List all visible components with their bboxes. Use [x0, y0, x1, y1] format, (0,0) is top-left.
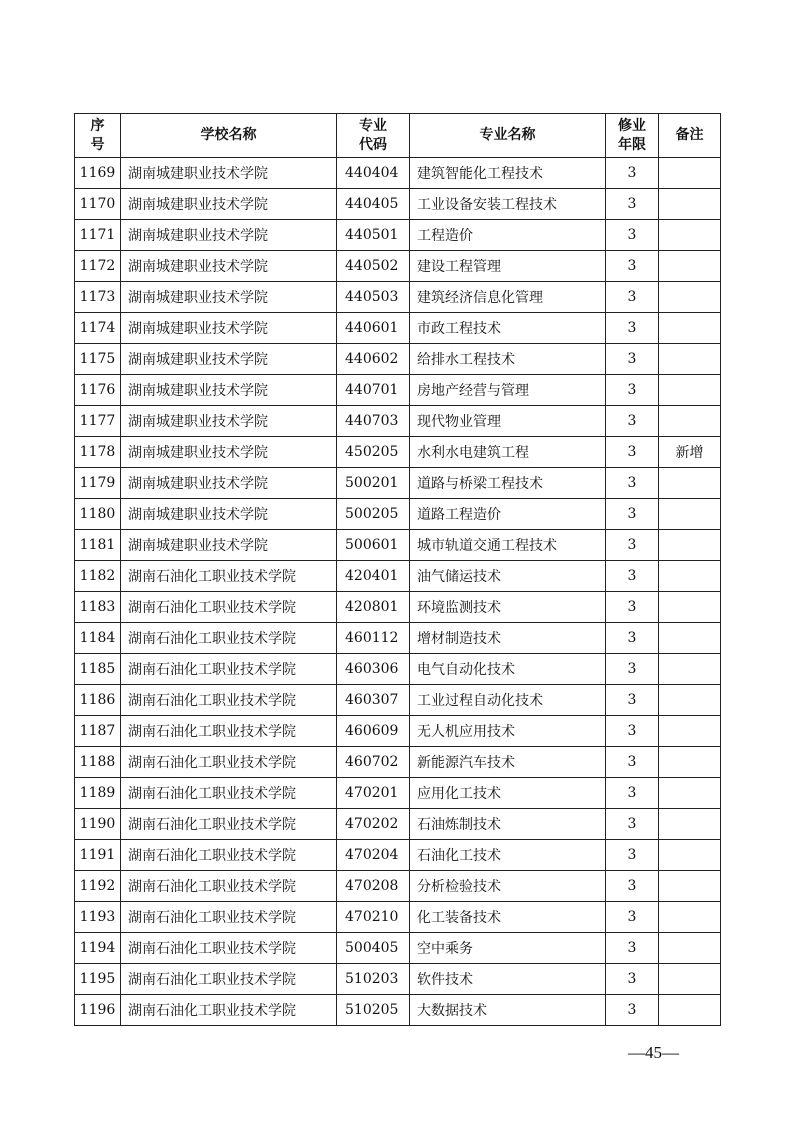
seq-cell: 1185 — [75, 654, 121, 685]
seq-cell: 1186 — [75, 685, 121, 716]
school-cell: 湖南石油化工职业技术学院 — [121, 592, 337, 623]
major-cell: 应用化工技术 — [410, 778, 606, 809]
table-row — [75, 220, 721, 251]
seq-cell: 1183 — [75, 592, 121, 623]
major-cell: 增材制造技术 — [410, 623, 606, 654]
years-cell: 3 — [606, 933, 659, 964]
years-cell: 3 — [606, 809, 659, 840]
years-cell: 3 — [606, 375, 659, 406]
major-cell: 工业设备安装工程技术 — [410, 189, 606, 220]
table-row — [75, 189, 721, 220]
code-cell: 510205 — [337, 995, 410, 1026]
code-cell: 470201 — [337, 778, 410, 809]
note-cell — [659, 499, 721, 530]
note-cell — [659, 995, 721, 1026]
years-cell: 3 — [606, 592, 659, 623]
code-cell: 460307 — [337, 685, 410, 716]
school-cell: 湖南石油化工职业技术学院 — [121, 964, 337, 995]
code-cell: 440703 — [337, 406, 410, 437]
school-cell: 湖南石油化工职业技术学院 — [121, 716, 337, 747]
note-cell — [659, 747, 721, 778]
major-cell: 建筑智能化工程技术 — [410, 158, 606, 189]
years-cell: 3 — [606, 685, 659, 716]
major-cell: 道路与桥梁工程技术 — [410, 468, 606, 499]
note-cell — [659, 809, 721, 840]
table-row — [75, 623, 721, 654]
school-cell: 湖南城建职业技术学院 — [121, 189, 337, 220]
seq-cell: 1171 — [75, 220, 121, 251]
table-row — [75, 499, 721, 530]
code-cell: 460609 — [337, 716, 410, 747]
note-cell: 新增 — [659, 437, 721, 468]
years-cell: 3 — [606, 871, 659, 902]
note-cell — [659, 902, 721, 933]
code-cell: 470208 — [337, 871, 410, 902]
years-cell: 3 — [606, 220, 659, 251]
school-cell: 湖南城建职业技术学院 — [121, 530, 337, 561]
school-cell: 湖南石油化工职业技术学院 — [121, 995, 337, 1026]
code-cell: 460112 — [337, 623, 410, 654]
code-cell: 500405 — [337, 933, 410, 964]
years-cell: 3 — [606, 561, 659, 592]
header-years: 修业年限 — [606, 114, 659, 158]
note-cell — [659, 313, 721, 344]
note-cell — [659, 561, 721, 592]
note-cell — [659, 778, 721, 809]
code-cell: 440601 — [337, 313, 410, 344]
code-cell: 500601 — [337, 530, 410, 561]
seq-cell: 1177 — [75, 406, 121, 437]
seq-cell: 1190 — [75, 809, 121, 840]
major-cell: 环境监测技术 — [410, 592, 606, 623]
major-cell: 市政工程技术 — [410, 313, 606, 344]
code-cell: 470204 — [337, 840, 410, 871]
years-cell: 3 — [606, 964, 659, 995]
code-cell: 440501 — [337, 220, 410, 251]
major-cell: 分析检验技术 — [410, 871, 606, 902]
seq-cell: 1187 — [75, 716, 121, 747]
table-row — [75, 933, 721, 964]
school-cell: 湖南城建职业技术学院 — [121, 251, 337, 282]
major-cell: 化工装备技术 — [410, 902, 606, 933]
years-cell: 3 — [606, 840, 659, 871]
major-cell: 电气自动化技术 — [410, 654, 606, 685]
school-cell: 湖南石油化工职业技术学院 — [121, 871, 337, 902]
seq-cell: 1194 — [75, 933, 121, 964]
note-cell — [659, 840, 721, 871]
code-cell: 500205 — [337, 499, 410, 530]
seq-cell: 1195 — [75, 964, 121, 995]
years-cell: 3 — [606, 623, 659, 654]
code-cell: 420401 — [337, 561, 410, 592]
code-cell: 460702 — [337, 747, 410, 778]
note-cell — [659, 406, 721, 437]
seq-cell: 1193 — [75, 902, 121, 933]
major-cell: 现代物业管理 — [410, 406, 606, 437]
school-cell: 湖南城建职业技术学院 — [121, 406, 337, 437]
code-cell: 440602 — [337, 344, 410, 375]
note-cell — [659, 964, 721, 995]
table-row — [75, 437, 721, 468]
major-cell: 水利水电建筑工程 — [410, 437, 606, 468]
major-cell: 工程造价 — [410, 220, 606, 251]
code-cell: 450205 — [337, 437, 410, 468]
school-cell: 湖南城建职业技术学院 — [121, 344, 337, 375]
school-cell: 湖南城建职业技术学院 — [121, 220, 337, 251]
major-cell: 石油炼制技术 — [410, 809, 606, 840]
years-cell: 3 — [606, 530, 659, 561]
school-cell: 湖南石油化工职业技术学院 — [121, 902, 337, 933]
table-row — [75, 592, 721, 623]
table-row — [75, 468, 721, 499]
major-cell: 石油化工技术 — [410, 840, 606, 871]
note-cell — [659, 716, 721, 747]
table-row — [75, 313, 721, 344]
code-cell: 440404 — [337, 158, 410, 189]
school-cell: 湖南石油化工职业技术学院 — [121, 747, 337, 778]
school-cell: 湖南石油化工职业技术学院 — [121, 840, 337, 871]
seq-cell: 1191 — [75, 840, 121, 871]
seq-cell: 1178 — [75, 437, 121, 468]
program-table — [74, 113, 721, 1026]
years-cell: 3 — [606, 716, 659, 747]
header-seq: 序号 — [75, 114, 121, 158]
note-cell — [659, 251, 721, 282]
header-note: 备注 — [659, 114, 721, 158]
table-row — [75, 375, 721, 406]
years-cell: 3 — [606, 344, 659, 375]
note-cell — [659, 530, 721, 561]
years-cell: 3 — [606, 158, 659, 189]
years-cell: 3 — [606, 313, 659, 344]
note-cell — [659, 220, 721, 251]
years-cell: 3 — [606, 499, 659, 530]
years-cell: 3 — [606, 747, 659, 778]
years-cell: 3 — [606, 995, 659, 1026]
years-cell: 3 — [606, 282, 659, 313]
school-cell: 湖南石油化工职业技术学院 — [121, 933, 337, 964]
major-cell: 无人机应用技术 — [410, 716, 606, 747]
years-cell: 3 — [606, 654, 659, 685]
note-cell — [659, 871, 721, 902]
seq-cell: 1175 — [75, 344, 121, 375]
seq-cell: 1179 — [75, 468, 121, 499]
school-cell: 湖南城建职业技术学院 — [121, 313, 337, 344]
school-cell: 湖南城建职业技术学院 — [121, 158, 337, 189]
table-row — [75, 344, 721, 375]
seq-cell: 1189 — [75, 778, 121, 809]
table-row — [75, 561, 721, 592]
table-row — [75, 685, 721, 716]
school-cell: 湖南城建职业技术学院 — [121, 375, 337, 406]
major-cell: 油气储运技术 — [410, 561, 606, 592]
major-cell: 城市轨道交通工程技术 — [410, 530, 606, 561]
note-cell — [659, 623, 721, 654]
seq-cell: 1172 — [75, 251, 121, 282]
table-row — [75, 809, 721, 840]
page-number: —45— — [628, 1043, 679, 1062]
seq-cell: 1170 — [75, 189, 121, 220]
note-cell — [659, 933, 721, 964]
table-row — [75, 964, 721, 995]
table-body — [75, 158, 721, 1026]
school-cell: 湖南城建职业技术学院 — [121, 499, 337, 530]
years-cell: 3 — [606, 406, 659, 437]
table-row — [75, 282, 721, 313]
years-cell: 3 — [606, 189, 659, 220]
seq-cell: 1192 — [75, 871, 121, 902]
major-cell: 空中乘务 — [410, 933, 606, 964]
note-cell — [659, 344, 721, 375]
note-cell — [659, 468, 721, 499]
header-major: 专业名称 — [410, 114, 606, 158]
table-row — [75, 840, 721, 871]
table-row — [75, 654, 721, 685]
code-cell: 470210 — [337, 902, 410, 933]
major-cell: 建筑经济信息化管理 — [410, 282, 606, 313]
major-cell: 给排水工程技术 — [410, 344, 606, 375]
code-cell: 440503 — [337, 282, 410, 313]
table-row — [75, 778, 721, 809]
years-cell: 3 — [606, 251, 659, 282]
major-cell: 道路工程造价 — [410, 499, 606, 530]
table-row — [75, 251, 721, 282]
seq-cell: 1188 — [75, 747, 121, 778]
code-cell: 460306 — [337, 654, 410, 685]
major-cell: 新能源汽车技术 — [410, 747, 606, 778]
note-cell — [659, 685, 721, 716]
note-cell — [659, 592, 721, 623]
school-cell: 湖南石油化工职业技术学院 — [121, 623, 337, 654]
school-cell: 湖南石油化工职业技术学院 — [121, 809, 337, 840]
note-cell — [659, 158, 721, 189]
code-cell: 510203 — [337, 964, 410, 995]
seq-cell: 1196 — [75, 995, 121, 1026]
table-row — [75, 871, 721, 902]
years-cell: 3 — [606, 902, 659, 933]
school-cell: 湖南石油化工职业技术学院 — [121, 561, 337, 592]
table-row — [75, 158, 721, 189]
seq-cell: 1181 — [75, 530, 121, 561]
years-cell: 3 — [606, 437, 659, 468]
seq-cell: 1169 — [75, 158, 121, 189]
table-header — [75, 114, 721, 158]
school-cell: 湖南城建职业技术学院 — [121, 437, 337, 468]
header-school: 学校名称 — [121, 114, 337, 158]
seq-cell: 1180 — [75, 499, 121, 530]
note-cell — [659, 654, 721, 685]
school-cell: 湖南石油化工职业技术学院 — [121, 778, 337, 809]
major-cell: 软件技术 — [410, 964, 606, 995]
table-row — [75, 406, 721, 437]
table-row — [75, 902, 721, 933]
seq-cell: 1176 — [75, 375, 121, 406]
school-cell: 湖南石油化工职业技术学院 — [121, 685, 337, 716]
seq-cell: 1184 — [75, 623, 121, 654]
table-row — [75, 747, 721, 778]
table-row — [75, 995, 721, 1026]
school-cell: 湖南石油化工职业技术学院 — [121, 654, 337, 685]
code-cell: 500201 — [337, 468, 410, 499]
seq-cell: 1182 — [75, 561, 121, 592]
table-row — [75, 716, 721, 747]
major-cell: 房地产经营与管理 — [410, 375, 606, 406]
major-cell: 大数据技术 — [410, 995, 606, 1026]
note-cell — [659, 375, 721, 406]
seq-cell: 1174 — [75, 313, 121, 344]
major-cell: 建设工程管理 — [410, 251, 606, 282]
years-cell: 3 — [606, 468, 659, 499]
code-cell: 420801 — [337, 592, 410, 623]
header-code: 专业代码 — [337, 114, 410, 158]
table-row — [75, 530, 721, 561]
code-cell: 440701 — [337, 375, 410, 406]
school-cell: 湖南城建职业技术学院 — [121, 468, 337, 499]
code-cell: 470202 — [337, 809, 410, 840]
major-cell: 工业过程自动化技术 — [410, 685, 606, 716]
school-cell: 湖南城建职业技术学院 — [121, 282, 337, 313]
code-cell: 440502 — [337, 251, 410, 282]
note-cell — [659, 189, 721, 220]
note-cell — [659, 282, 721, 313]
seq-cell: 1173 — [75, 282, 121, 313]
years-cell: 3 — [606, 778, 659, 809]
code-cell: 440405 — [337, 189, 410, 220]
